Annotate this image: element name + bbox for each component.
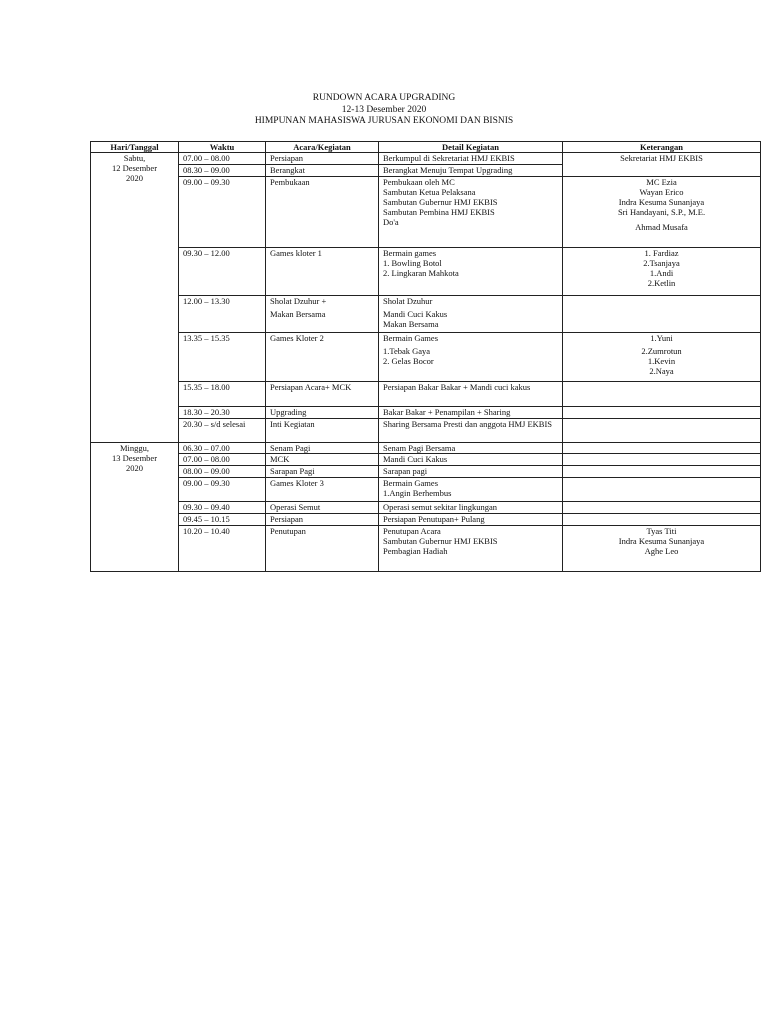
note-cell xyxy=(563,248,761,296)
event-text: Persiapan xyxy=(270,153,304,163)
note-text: Sekretariat HMJ EKBIS xyxy=(620,153,703,163)
event-text: Penutupan xyxy=(270,526,306,536)
column-header-day: Hari/Tanggal xyxy=(91,142,179,153)
detail-cell xyxy=(379,153,563,165)
detail-cell xyxy=(379,248,563,296)
column-header-time: Waktu xyxy=(179,142,266,153)
day-year: 2020 xyxy=(126,173,143,183)
table-row xyxy=(91,333,761,382)
column-header-note: Keterangan xyxy=(563,142,761,153)
table-row xyxy=(91,454,761,466)
note-cell xyxy=(563,443,761,454)
note-cell xyxy=(563,454,761,466)
detail-text: Sambutan Gubernur HMJ EKBIS xyxy=(383,536,498,546)
detail-text: 2. Lingkaran Mahkota xyxy=(383,268,459,278)
time-cell: 07.00 – 08.00 xyxy=(179,153,266,165)
detail-text: Makan Bersama xyxy=(383,319,439,329)
note-text: Sri Handayani, S.P., M.E. xyxy=(617,207,706,217)
column-header-detail: Detail Kegiatan xyxy=(379,142,563,153)
note-text: Ahmad Musafa xyxy=(635,222,688,232)
rundown-table xyxy=(90,141,761,572)
detail-text: Pembagian Hadiah xyxy=(383,546,448,556)
detail-cell xyxy=(379,177,563,248)
event-text: MCK xyxy=(270,454,290,464)
time-cell: 07.00 – 08.00 xyxy=(179,454,266,466)
note-text: 1.Kevin xyxy=(647,356,676,366)
event-text: Senam Pagi xyxy=(270,443,311,453)
note-text: 2.Naya xyxy=(649,366,674,376)
note-text: 1.Andi xyxy=(649,268,674,278)
document-title: RUNDOWN ACARA UPGRADING xyxy=(312,93,456,103)
event-text: Games Kloter 3 xyxy=(270,478,324,488)
time-cell: 08.00 – 09.00 xyxy=(179,466,266,478)
day-name: Sabtu, xyxy=(123,153,146,163)
detail-cell xyxy=(379,526,563,572)
detail-text: Sarapan pagi xyxy=(383,466,428,476)
note-text: 2.Zumrotun xyxy=(641,346,682,356)
event-cell xyxy=(266,526,379,572)
detail-text: 1.Angin Berhembus xyxy=(383,488,452,498)
table-row xyxy=(91,296,761,333)
document-date: 12-13 Desember 2020 xyxy=(341,104,427,115)
day-year: 2020 xyxy=(126,463,143,473)
detail-text: 1.Tebak Gaya xyxy=(383,346,431,356)
detail-text: Sambutan Gubernur HMJ EKBIS xyxy=(383,197,498,207)
event-cell xyxy=(266,443,379,454)
time-cell: 06.30 – 07.00 xyxy=(179,443,266,454)
time-cell: 18.30 – 20.30 xyxy=(179,407,266,419)
note-cell xyxy=(563,502,761,514)
detail-cell xyxy=(379,443,563,454)
note-text: Tyas Titi xyxy=(646,526,677,536)
note-text: Aghe Leo xyxy=(644,546,679,556)
detail-text: Persiapan Penutupan+ Pulang xyxy=(383,514,485,524)
detail-text: Senam Pagi Bersama xyxy=(383,443,456,453)
note-cell xyxy=(563,478,761,502)
detail-text: 2. Gelas Bocor xyxy=(383,356,434,366)
detail-cell xyxy=(379,478,563,502)
note-text: 2.Ketlin xyxy=(647,278,676,288)
detail-cell xyxy=(379,165,563,177)
event-cell xyxy=(266,466,379,478)
event-cell xyxy=(266,407,379,419)
note-cell xyxy=(563,333,761,382)
event-cell xyxy=(266,478,379,502)
event-cell xyxy=(266,165,379,177)
table-row xyxy=(91,514,761,526)
note-text: 1. Fardiaz xyxy=(644,248,679,258)
detail-cell xyxy=(379,407,563,419)
note-text: Wayan Erico xyxy=(639,187,684,197)
time-cell: 12.00 – 13.30 xyxy=(179,296,266,333)
table-row xyxy=(91,177,761,248)
note-text: Indra Kesuma Sunanjaya xyxy=(618,536,705,546)
event-cell xyxy=(266,454,379,466)
detail-text: Sambutan Ketua Pelaksana xyxy=(383,187,476,197)
detail-cell xyxy=(379,419,563,443)
time-cell: 09.45 – 10.15 xyxy=(179,514,266,526)
event-cell xyxy=(266,419,379,443)
note-cell xyxy=(563,466,761,478)
day-cell-minggu xyxy=(91,443,179,572)
event-text: Inti Kegiatan xyxy=(270,419,315,429)
table-row xyxy=(91,153,761,165)
detail-text: Bermain Games xyxy=(383,333,438,343)
detail-text: Mandi Cuci Kakus xyxy=(383,454,448,464)
table-row xyxy=(91,443,761,454)
day-date: 12 Desember xyxy=(111,163,158,173)
event-text: Sarapan Pagi xyxy=(270,466,315,476)
time-cell: 09.30 – 09.40 xyxy=(179,502,266,514)
detail-text: Bakar Bakar + Penampilan + Sharing xyxy=(383,407,511,417)
note-cell xyxy=(563,407,761,419)
note-text: 1.Yuni xyxy=(650,333,673,343)
detail-cell xyxy=(379,514,563,526)
event-text: Persiapan Acara+ MCK xyxy=(270,382,352,392)
event-text: Sholat Dzuhur + xyxy=(270,296,327,306)
event-cell xyxy=(266,382,379,407)
day-cell-sabtu xyxy=(91,153,179,443)
time-cell: 09.00 – 09.30 xyxy=(179,177,266,248)
detail-text: Do'a xyxy=(383,217,399,227)
detail-cell xyxy=(379,466,563,478)
note-text: MC Ezia xyxy=(646,177,677,187)
event-text: Games Kloter 2 xyxy=(270,333,324,343)
event-cell xyxy=(266,153,379,165)
event-cell xyxy=(266,296,379,333)
note-text: 2.Tsanjaya xyxy=(643,258,680,268)
event-text: Persiapan xyxy=(270,514,304,524)
time-cell: 10.20 – 10.40 xyxy=(179,526,266,572)
event-text: Berangkat xyxy=(270,165,305,175)
detail-text: 1. Bowling Botol xyxy=(383,258,442,268)
detail-cell xyxy=(379,296,563,333)
detail-text: Bermain Games xyxy=(383,478,438,488)
event-cell xyxy=(266,248,379,296)
detail-text: Pembukaan oleh MC xyxy=(383,177,455,187)
note-cell xyxy=(563,177,761,248)
document-organizer: HIMPUNAN MAHASISWA JURUSAN EKONOMI DAN BISNIS xyxy=(254,116,514,126)
detail-text: Sambutan Pembina HMJ EKBIS xyxy=(383,207,495,217)
detail-text: Operasi semut sekitar lingkungan xyxy=(383,502,498,512)
table-header-row xyxy=(91,142,761,153)
day-date: 13 Desember xyxy=(111,453,158,463)
document-header xyxy=(0,93,768,128)
event-text: Makan Bersama xyxy=(270,309,326,319)
note-cell xyxy=(563,382,761,407)
time-cell: 08.30 – 09.00 xyxy=(179,165,266,177)
detail-cell xyxy=(379,502,563,514)
note-cell xyxy=(563,419,761,443)
detail-text: Penutupan Acara xyxy=(383,526,441,536)
time-cell: 09.30 – 12.00 xyxy=(179,248,266,296)
event-cell xyxy=(266,177,379,248)
event-cell xyxy=(266,333,379,382)
detail-cell xyxy=(379,454,563,466)
detail-text: Berangkat Menuju Tempat Upgrading xyxy=(383,165,513,175)
table-row xyxy=(91,526,761,572)
event-text: Upgrading xyxy=(270,407,307,417)
event-text: Operasi Semut xyxy=(270,502,321,512)
time-cell: 09.00 – 09.30 xyxy=(179,478,266,502)
table-row xyxy=(91,502,761,514)
detail-cell xyxy=(379,382,563,407)
detail-text: Berkumpul di Sekretariat HMJ EKBIS xyxy=(383,153,515,163)
note-cell xyxy=(563,153,761,177)
event-text: Pembukaan xyxy=(270,177,310,187)
table-row xyxy=(91,478,761,502)
detail-text: Sholat Dzuhur xyxy=(383,296,433,306)
table-row xyxy=(91,407,761,419)
time-cell: 20.30 – s/d selesai xyxy=(179,419,266,443)
detail-cell xyxy=(379,333,563,382)
table-row xyxy=(91,248,761,296)
event-text: Games kloter 1 xyxy=(270,248,322,258)
time-cell: 15.35 – 18.00 xyxy=(179,382,266,407)
note-text: Indra Kesuma Sunanjaya xyxy=(618,197,705,207)
note-cell xyxy=(563,296,761,333)
column-header-event: Acara/Kegiatan xyxy=(266,142,379,153)
event-cell xyxy=(266,502,379,514)
detail-text: Mandi Cuci Kakus xyxy=(383,309,448,319)
note-cell xyxy=(563,526,761,572)
note-cell xyxy=(563,514,761,526)
event-cell xyxy=(266,514,379,526)
time-cell: 13.35 – 15.35 xyxy=(179,333,266,382)
detail-text: Persiapan Bakar Bakar + Mandi cuci kakus xyxy=(383,382,531,392)
table-row xyxy=(91,466,761,478)
table-row xyxy=(91,419,761,443)
detail-text: Sharing Bersama Presti dan anggota HMJ EKBIS xyxy=(383,419,553,429)
detail-text: Bermain games xyxy=(383,248,437,258)
day-name: Minggu, xyxy=(119,443,150,453)
table-row xyxy=(91,382,761,407)
